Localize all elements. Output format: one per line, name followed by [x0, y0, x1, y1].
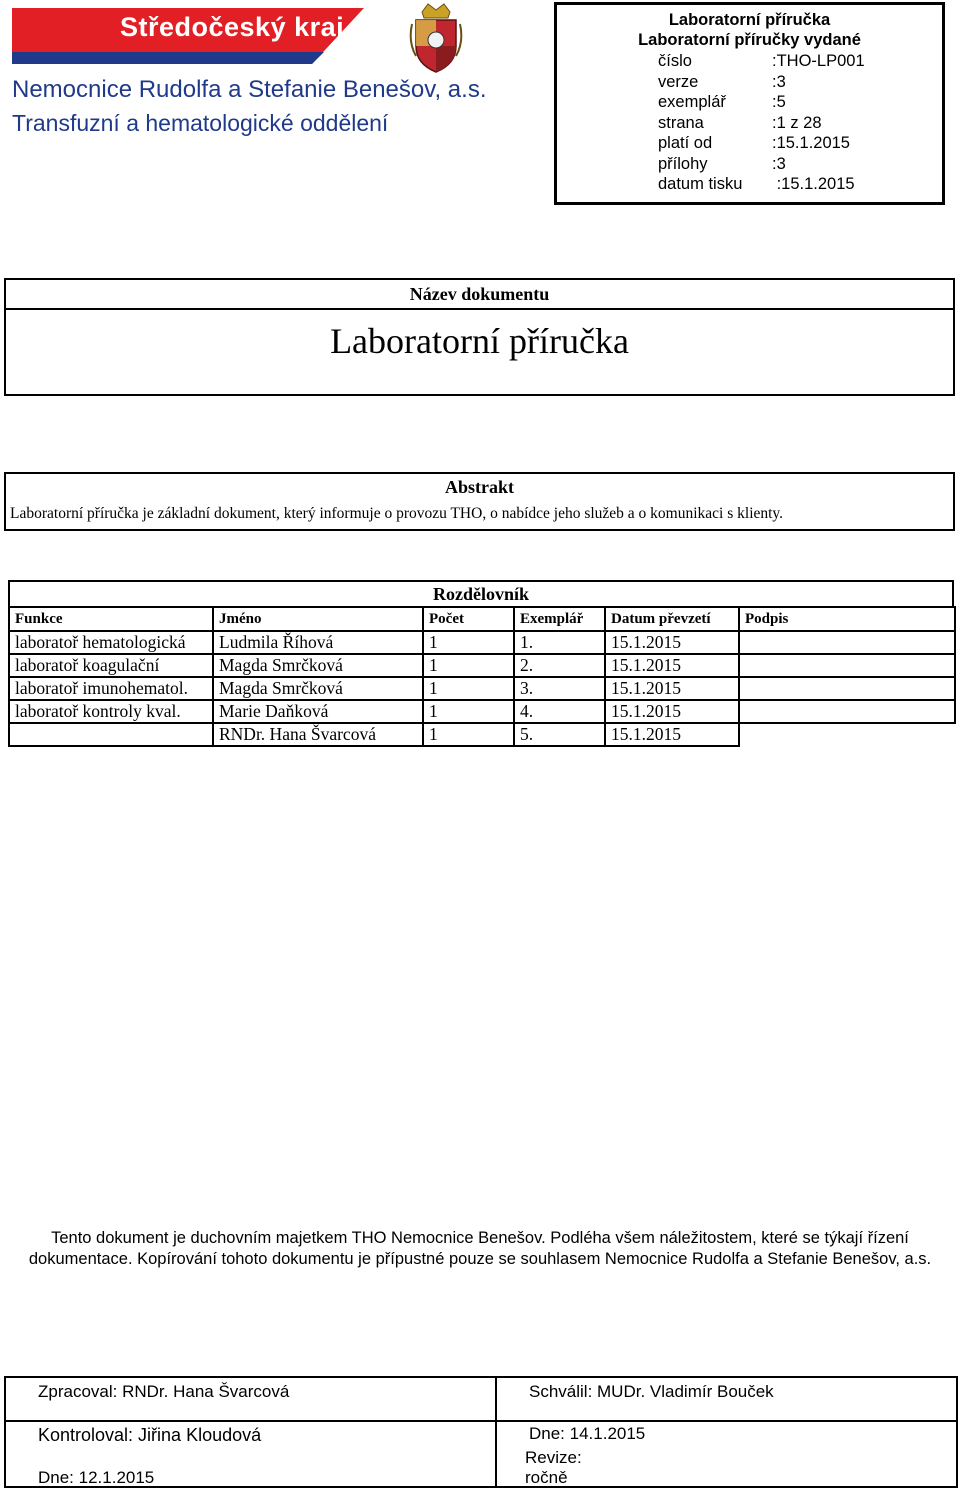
table-row	[9, 631, 955, 654]
info-box-title: Laboratorní příručka	[668, 11, 831, 29]
table-row	[9, 700, 955, 723]
distribution-table	[8, 606, 956, 747]
info-value: :5	[772, 93, 786, 111]
distribution-list	[8, 580, 954, 747]
table-row	[9, 723, 955, 746]
cell-signature	[739, 631, 955, 654]
abstract-box	[4, 472, 955, 531]
cell-name: Ludmila Říhová	[213, 631, 423, 654]
cell-count: 1	[423, 654, 514, 677]
department-name: Transfuzní a hematologické oddělení	[12, 110, 389, 136]
document-title-box	[4, 278, 955, 396]
cell-copy: 3.	[514, 677, 605, 700]
column-header-date: Datum převzetí	[605, 607, 739, 631]
info-label: strana	[658, 114, 704, 132]
cell-function: laboratoř imunohematol.	[9, 677, 213, 700]
prepared-by: Zpracoval: RNDr. Hana Švarcová	[38, 1382, 290, 1401]
info-value: :THO-LP001	[772, 52, 865, 70]
cell-function: laboratoř koagulační	[9, 654, 213, 677]
cell-signature	[739, 677, 955, 700]
cell-function: laboratoř kontroly kval.	[9, 700, 213, 723]
cell-name: Magda Smrčková	[213, 654, 423, 677]
cell-copy: 4.	[514, 700, 605, 723]
cell-date: 15.1.2015	[605, 654, 739, 677]
cell-count: 1	[423, 631, 514, 654]
prepared-date: Dne: 12.1.2015	[38, 1468, 155, 1487]
cell-signature	[739, 654, 955, 677]
table-header-row	[9, 607, 955, 631]
table-row	[9, 677, 955, 700]
column-header-copy: Exemplář	[514, 607, 605, 631]
revision-value: ročně	[525, 1468, 568, 1487]
approval-date: Dne: 14.1.2015	[529, 1424, 646, 1443]
cell-copy: 5.	[514, 723, 605, 746]
info-label: datum tisku	[658, 175, 743, 193]
cell-date: 15.1.2015	[605, 631, 739, 654]
signature-block	[4, 1376, 958, 1488]
signature-row-divider	[6, 1420, 956, 1422]
cell-count: 1	[423, 677, 514, 700]
cell-date: 15.1.2015	[605, 723, 739, 746]
info-label: platí od	[658, 134, 713, 152]
cell-signature	[739, 723, 955, 746]
cell-name: Magda Smrčková	[213, 677, 423, 700]
info-box-subtitle: Laboratorní příručky vydané	[638, 31, 861, 49]
column-header-name: Jméno	[213, 607, 423, 631]
signature-divider	[495, 1378, 497, 1486]
cell-date: 15.1.2015	[605, 677, 739, 700]
column-header-count: Počet	[423, 607, 514, 631]
distribution-title: Rozdělovník	[8, 580, 954, 606]
info-value: :3	[772, 155, 786, 173]
cell-name: Marie Daňková	[213, 700, 423, 723]
revision-label: Revize:	[525, 1448, 582, 1467]
info-label: exemplář	[658, 93, 726, 111]
info-value: :1 z 28	[772, 114, 822, 132]
info-label: číslo	[658, 52, 692, 70]
document-info-box	[554, 2, 945, 205]
info-label: verze	[658, 73, 699, 91]
cell-count: 1	[423, 700, 514, 723]
abstract-text: Laboratorní příručka je základní dokument, který informuje o provozu THO, o nabídce jeho služeb a o komunikaci s klienty.	[10, 505, 784, 522]
info-value: :3	[772, 73, 786, 91]
cell-copy: 2.	[514, 654, 605, 677]
cell-copy: 1.	[514, 631, 605, 654]
info-value: :15.1.2015	[772, 175, 855, 193]
approved-by: Schválil: MUDr. Vladimír Bouček	[529, 1382, 774, 1401]
column-header-function: Funkce	[9, 607, 213, 631]
checked-by: Kontroloval: Jiřina Kloudová	[38, 1425, 262, 1445]
info-value: :15.1.2015	[772, 134, 850, 152]
table-row	[9, 654, 955, 677]
cell-signature	[739, 700, 955, 723]
column-header-signature: Podpis	[739, 607, 955, 631]
cell-function	[9, 723, 213, 746]
coat-of-arms-icon	[408, 2, 464, 74]
region-logo-text: Středočeský kraj	[120, 12, 345, 42]
cell-count: 1	[423, 723, 514, 746]
cell-name: RNDr. Hana Švarcová	[213, 723, 423, 746]
hospital-name: Nemocnice Rudolfa a Stefanie Benešov, a.s.	[12, 76, 487, 103]
info-label: přílohy	[658, 155, 708, 173]
cell-date: 15.1.2015	[605, 700, 739, 723]
document-title-label: Název dokumentu	[6, 280, 953, 310]
document-title: Laboratorní příručka	[330, 321, 629, 361]
ownership-notice: Tento dokument je duchovním majetkem THO Nemocnice Benešov. Podléha všem náležitostem, které se týkají řízení dokumentace. Kopírování tohoto dokumentu je přípustné pouze se souhlasem Nemocnice Rudolfa a Stefanie Benešov, a.s.	[28, 1229, 932, 1268]
abstract-title: Abstrakt	[444, 477, 514, 497]
cell-function: laboratoř hematologická	[9, 631, 213, 654]
